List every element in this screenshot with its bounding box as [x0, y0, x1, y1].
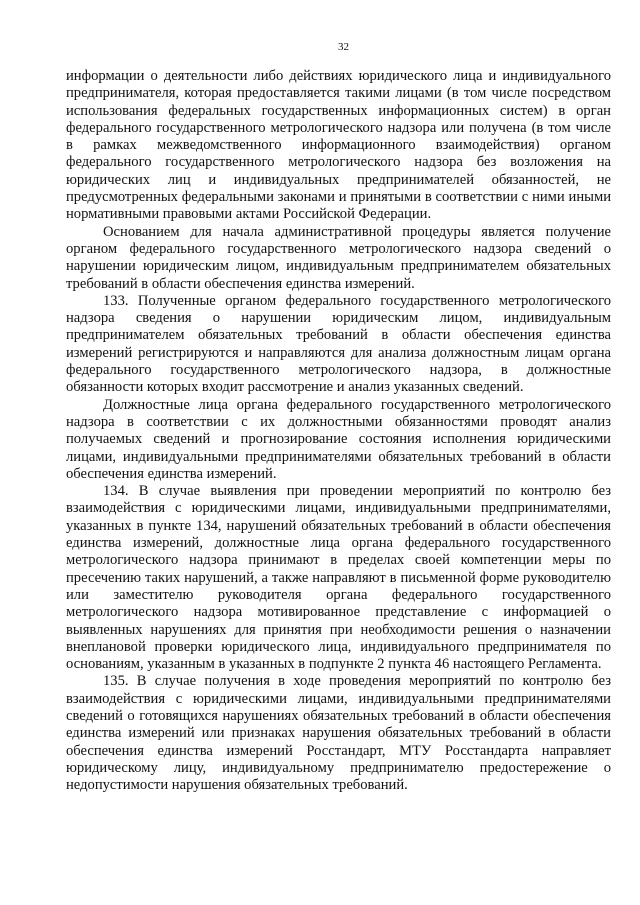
paragraph-continuation: информации о деятельности либо действиях юридического лица и индивидуального предпринимателя, которая предоставляется такими лицами (в том числе посредством использования федеральных государственных информационных систем) в орган федерального государственного метрологического надзора или получена (в том числе в рамках межведомственного информационного взаимодействия) органом федерального государственного метрологического надзора без возложения на юридических лиц и индивидуальных предпринимателей обязанностей, не предусмотренных федеральными законами и принятыми в соответствии с ними иными нормативными правовыми актами Российской Федерации.: [66, 68, 611, 223]
paragraph-officials: Должностные лица органа федерального государственного метрологического надзора в соответствии с их должностными обязанностями проводят анализ получаемых сведений и прогнозирование состояния исполнения юридическими лицами, индивидуальными предпринимателями обязательных требований в области обеспечения единства измерений.: [66, 396, 611, 482]
paragraph-basis: Основанием для начала административной процедуры является получение органом федерального государственного метрологического надзора сведений о нарушении юридическим лицом, индивидуальным предпринимателем обязательных требований в области обеспечения единства измерений.: [66, 223, 611, 292]
paragraph-item-133: 133. Полученные органом федерального государственного метрологического надзора сведения о нарушении юридическим лицом, индивидуальным предпринимателем обязательных требований в области обеспечения единства измерений регистрируются и направляются для анализа должностным лицам органа федерального государственного метрологического надзора, в должностные обязанности которых входит рассмотрение и анализ указанных сведений.: [66, 292, 611, 396]
paragraph-item-134: 134. В случае выявления при проведении мероприятий по контролю без взаимодействия с юридическими лицами, индивидуальными предпринимателями, указанных в пункте 134, нарушений обязательных требований в области обеспечения единства измерений, должностные лица органа федерального государственного метрологического надзора принимают в пределах своей компетенции меры по пресечению таких нарушений, а также направляют в письменной форме руководителю или заместителю руководителя органа федерального государственного метрологического надзора мотивированное представление с информацией о выявленных нарушениях для принятия при необходимости решения о назначении внеплановой проверки юридического лица, индивидуального предпринимателя по основаниям, указанным в указанных в подпункте 2 пункта 46 настоящего Регламента.: [66, 483, 611, 673]
paragraph-item-135: 135. В случае получения в ходе проведения мероприятий по контролю без взаимодействия с юридическими лицами, индивидуальными предпринимателями сведений о готовящихся нарушениях обязательных требований в области обеспечения единства измерений или признаках нарушения обязательных требований в области обеспечения единства измерений Росстандарт, МТУ Росстандарта направляет юридическому лицу, индивидуальному предпринимателю предостережение о недопустимости нарушения обязательных требований.: [66, 673, 611, 794]
page-number: 32: [338, 41, 349, 53]
